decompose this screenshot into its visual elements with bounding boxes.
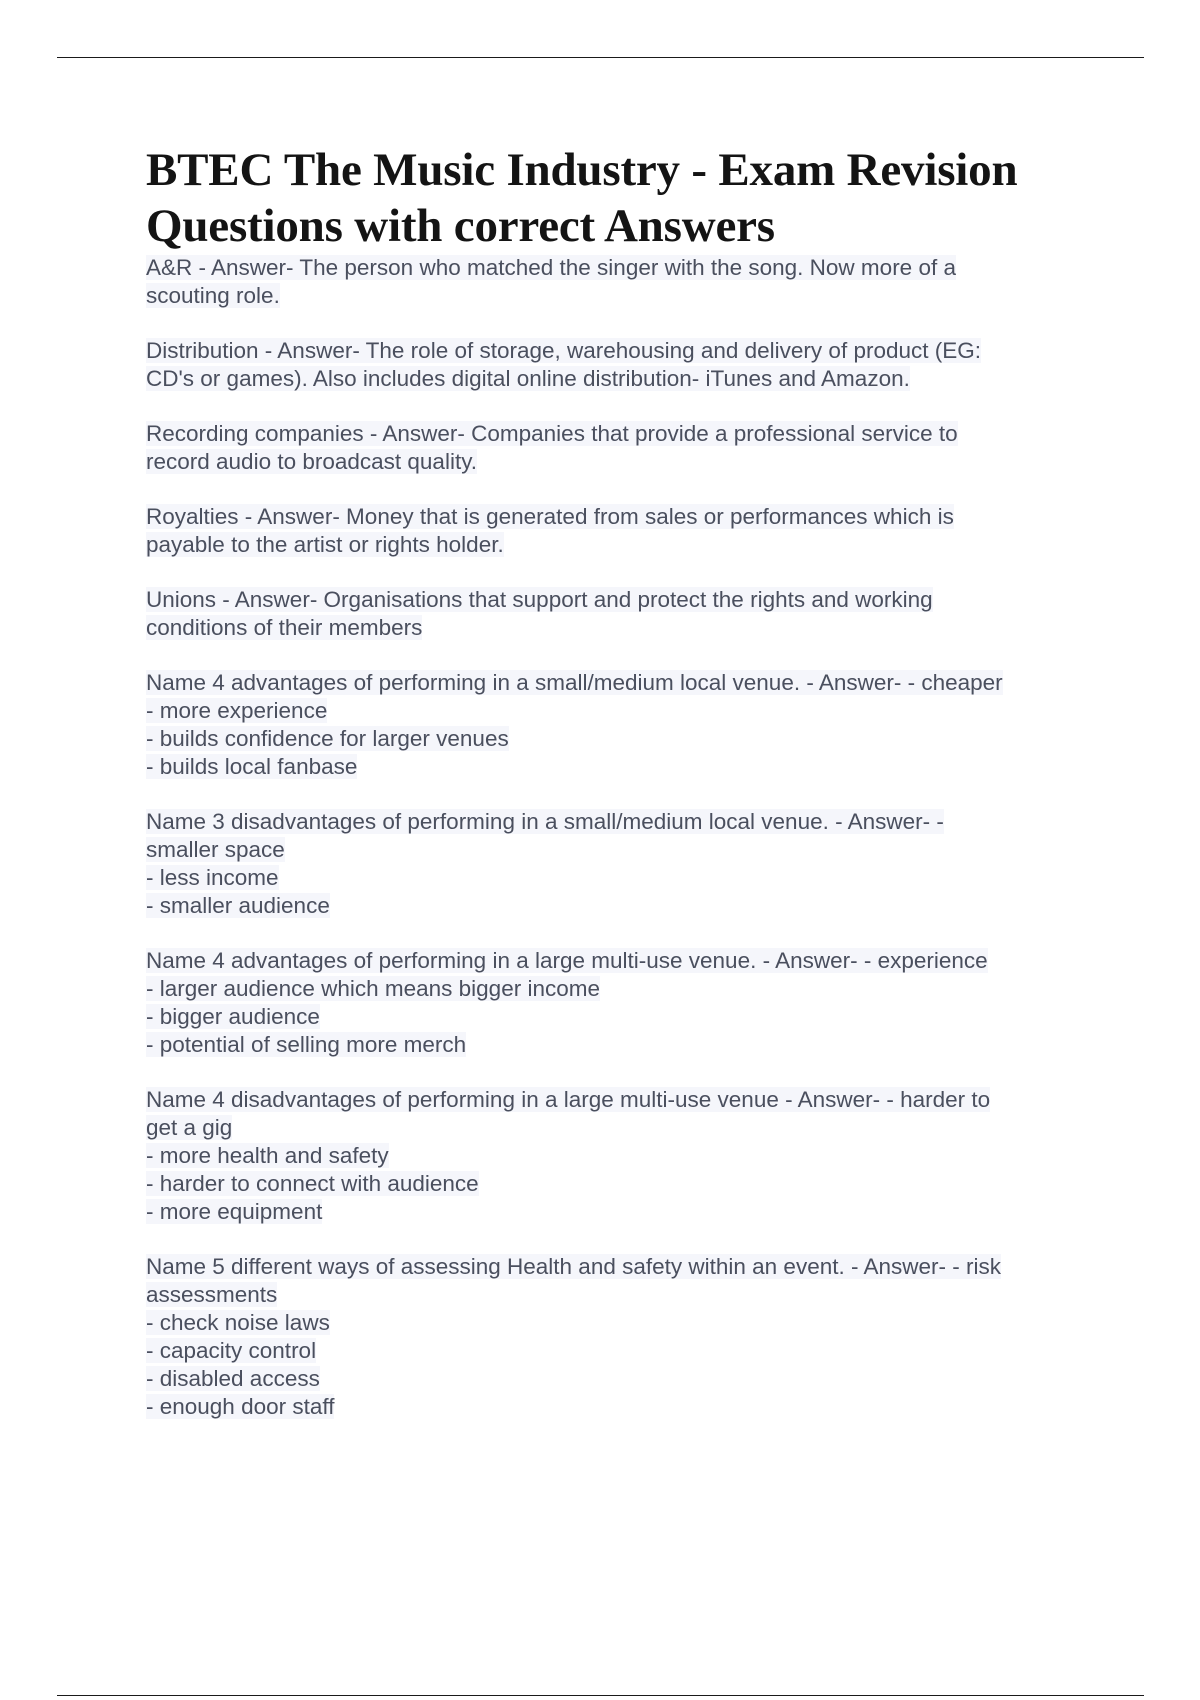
qa-entry-line bbox=[146, 975, 1086, 1003]
qa-entry-line bbox=[146, 1253, 1086, 1281]
qa-entry-line-text: assessments bbox=[146, 1282, 278, 1307]
qa-entry-line bbox=[146, 1198, 1086, 1226]
qa-list bbox=[146, 254, 1086, 1421]
document-content bbox=[146, 142, 1086, 1448]
qa-entry-line-text: Name 4 advantages of performing in a small/medium local venue. - Answer- - cheaper bbox=[146, 670, 1003, 695]
qa-entry bbox=[146, 586, 1086, 642]
qa-entry-line-text: - builds confidence for larger venues bbox=[146, 726, 509, 751]
qa-entry-line bbox=[146, 1393, 1086, 1421]
qa-entry-line-text: - bigger audience bbox=[146, 1004, 320, 1029]
qa-entry-line bbox=[146, 947, 1086, 975]
qa-entry-line bbox=[146, 503, 1086, 531]
qa-entry-line-text: Recording companies - Answer- Companies that provide a professional service to bbox=[146, 421, 958, 446]
qa-entry-line bbox=[146, 1365, 1086, 1393]
qa-entry-line-text: Name 5 different ways of assessing Health and safety within an event. - Answer- - risk bbox=[146, 1254, 1001, 1279]
qa-entry-line bbox=[146, 1170, 1086, 1198]
qa-entry-line-text: CD's or games). Also includes digital online distribution- iTunes and Amazon. bbox=[146, 366, 910, 391]
qa-entry-line-text: payable to the artist or rights holder. bbox=[146, 532, 504, 557]
qa-entry-line bbox=[146, 1086, 1086, 1114]
qa-entry bbox=[146, 420, 1086, 476]
qa-entry-line bbox=[146, 420, 1086, 448]
qa-entry-line-text: - more equipment bbox=[146, 1199, 323, 1224]
qa-entry bbox=[146, 947, 1086, 1059]
qa-entry-line bbox=[146, 365, 1086, 393]
qa-entry-line bbox=[146, 1337, 1086, 1365]
qa-entry-line-text: - smaller audience bbox=[146, 893, 330, 918]
qa-entry bbox=[146, 808, 1086, 920]
qa-entry-line bbox=[146, 836, 1086, 864]
qa-entry-line bbox=[146, 282, 1086, 310]
qa-entry-line-text: Unions - Answer- Organisations that support and protect the rights and working bbox=[146, 587, 933, 612]
qa-entry-line-text: Royalties - Answer- Money that is generated from sales or performances which is bbox=[146, 504, 954, 529]
top-rule bbox=[57, 57, 1144, 58]
qa-entry-line bbox=[146, 1142, 1086, 1170]
qa-entry bbox=[146, 669, 1086, 781]
bottom-rule bbox=[57, 1695, 1144, 1696]
qa-entry-line-text: Name 4 disadvantages of performing in a large multi-use venue - Answer- - harder to bbox=[146, 1087, 991, 1112]
qa-entry-line-text: conditions of their members bbox=[146, 615, 423, 640]
qa-entry bbox=[146, 503, 1086, 559]
qa-entry-line-text: - potential of selling more merch bbox=[146, 1032, 467, 1057]
qa-entry-line-text: - more experience bbox=[146, 698, 328, 723]
qa-entry-line-text: scouting role. bbox=[146, 283, 280, 308]
title-line-1: BTEC The Music Industry - Exam Revision bbox=[146, 144, 1018, 196]
qa-entry-line bbox=[146, 697, 1086, 725]
qa-entry-line bbox=[146, 1114, 1086, 1142]
qa-entry-line bbox=[146, 753, 1086, 781]
qa-entry-line-text: - more health and safety bbox=[146, 1143, 389, 1168]
qa-entry-line-text: - capacity control bbox=[146, 1338, 317, 1363]
qa-entry-line-text: - enough door staff bbox=[146, 1394, 335, 1419]
qa-entry-line-text: - disabled access bbox=[146, 1366, 320, 1391]
qa-entry-line bbox=[146, 1281, 1086, 1309]
qa-entry-line bbox=[146, 808, 1086, 836]
qa-entry-line bbox=[146, 1003, 1086, 1031]
qa-entry-line-text: - harder to connect with audience bbox=[146, 1171, 479, 1196]
qa-entry bbox=[146, 337, 1086, 393]
qa-entry-line-text: Name 3 disadvantages of performing in a small/medium local venue. - Answer- - bbox=[146, 809, 944, 834]
qa-entry bbox=[146, 254, 1086, 310]
qa-entry-line bbox=[146, 1031, 1086, 1059]
qa-entry-line-text: - builds local fanbase bbox=[146, 754, 358, 779]
qa-entry-line bbox=[146, 725, 1086, 753]
qa-entry-line-text: smaller space bbox=[146, 837, 285, 862]
qa-entry-line bbox=[146, 254, 1086, 282]
title-line-2: Questions with correct Answers bbox=[146, 200, 775, 252]
qa-entry-line-text: get a gig bbox=[146, 1115, 233, 1140]
qa-entry-line-text: record audio to broadcast quality. bbox=[146, 449, 478, 474]
document-title bbox=[146, 142, 1086, 254]
qa-entry-line-text: Distribution - Answer- The role of storage, warehousing and delivery of product (EG: bbox=[146, 338, 981, 363]
qa-entry-line-text: Name 4 advantages of performing in a large multi-use venue. - Answer- - experience bbox=[146, 948, 988, 973]
qa-entry-line bbox=[146, 1309, 1086, 1337]
qa-entry bbox=[146, 1086, 1086, 1226]
qa-entry-line bbox=[146, 614, 1086, 642]
qa-entry-line bbox=[146, 531, 1086, 559]
qa-entry-line bbox=[146, 669, 1086, 697]
qa-entry-line-text: - check noise laws bbox=[146, 1310, 330, 1335]
qa-entry-line-text: - less income bbox=[146, 865, 279, 890]
qa-entry-line bbox=[146, 892, 1086, 920]
qa-entry-line-text: A&R - Answer- The person who matched the singer with the song. Now more of a bbox=[146, 255, 956, 280]
qa-entry-line bbox=[146, 337, 1086, 365]
qa-entry-line bbox=[146, 448, 1086, 476]
qa-entry-line bbox=[146, 586, 1086, 614]
qa-entry-line-text: - larger audience which means bigger income bbox=[146, 976, 600, 1001]
qa-entry-line bbox=[146, 864, 1086, 892]
qa-entry bbox=[146, 1253, 1086, 1421]
